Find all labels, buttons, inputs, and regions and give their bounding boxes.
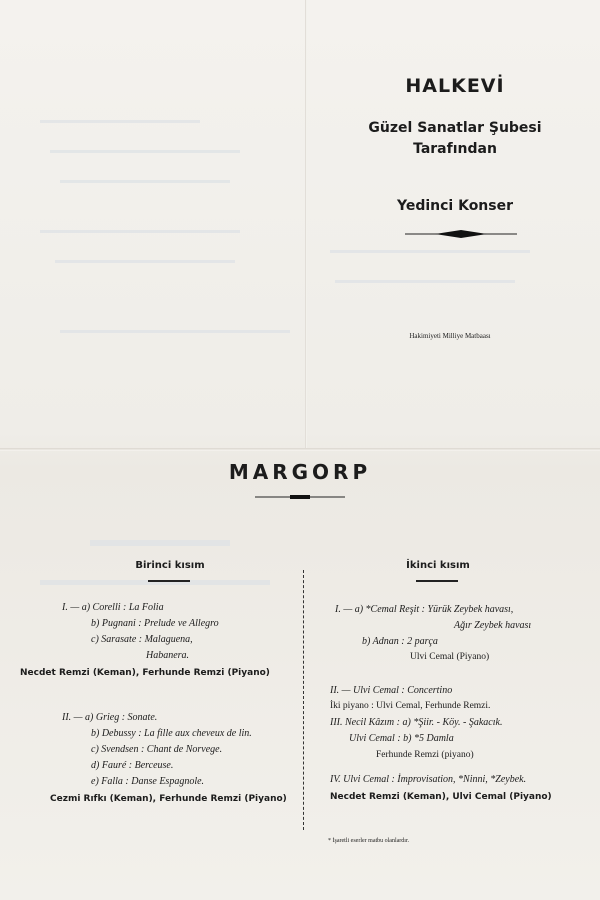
bleed-through-mark xyxy=(60,330,290,333)
vertical-fold-crease xyxy=(305,0,307,450)
printer-imprint: Hakimiyeti Milliye Matbaası xyxy=(409,332,491,340)
section-rule xyxy=(148,580,190,582)
program-line: b) Adnan : 2 parça xyxy=(362,636,438,647)
performers-line: Necdet Remzi (Keman), Ulvi Cemal (Piyano) xyxy=(330,792,552,802)
cover-subtitle-1: Güzel Sanatlar Şubesi xyxy=(368,120,542,136)
bleed-through-mark xyxy=(90,540,230,546)
bleed-through-mark xyxy=(40,120,200,123)
program-line: c) Svendsen : Chant de Norvege. xyxy=(91,744,223,755)
cover-ornament-divider xyxy=(405,229,517,239)
program-line: II. — a) Grieg : Sonate. xyxy=(62,712,158,723)
bleed-through-mark xyxy=(60,180,230,183)
horizontal-fold-crease xyxy=(0,448,600,451)
performers-line: Cezmi Rıfkı (Keman), Ferhunde Remzi (Piyano) xyxy=(50,794,287,804)
section-heading-second: İkinci kısım xyxy=(406,560,470,571)
program-line: d) Fauré : Berceuse. xyxy=(91,760,174,771)
bleed-through-mark xyxy=(330,250,530,253)
program-ornament-divider xyxy=(255,493,345,501)
bleed-through-mark xyxy=(55,260,235,263)
bleed-through-mark xyxy=(50,150,240,153)
program-line: b) Pugnani : Prelude ve Allegro xyxy=(91,618,219,629)
program-line: II. — Ulvi Cemal : Concertino xyxy=(330,685,453,696)
cover-concert-title: Yedinci Konser xyxy=(396,198,514,214)
program-line: Habanera. xyxy=(146,650,190,661)
section-rule xyxy=(416,580,458,582)
program-line: I. — a) *Cemal Reşit : Yürük Zeybek havası, xyxy=(335,604,514,615)
program-line: b) Debussy : La fille aux cheveux de lin. xyxy=(91,728,252,739)
program-line: IV. Ulvi Cemal : İmprovisation, *Ninni, *Zeybek. xyxy=(330,774,527,785)
cover-subtitle-2: Tarafından xyxy=(413,141,497,157)
program-line: Ulvi Cemal : b) *5 Damla xyxy=(349,733,454,744)
footnote: * İşaretli eserler matbu olanlardır. xyxy=(328,838,410,844)
performers-line: Ferhunde Remzi (piyano) xyxy=(376,750,474,760)
program-line: Ağır Zeybek havası xyxy=(454,620,532,631)
program-line: III. Necil Kâzım : a) *Şiir. - Köy. - Şakacık. xyxy=(330,717,503,728)
program-line: e) Falla : Danse Espagnole. xyxy=(91,776,205,787)
bleed-through-mark xyxy=(40,230,240,233)
performers-line: Necdet Remzi (Keman), Ferhunde Remzi (Piyano) xyxy=(20,668,270,678)
column-divider-dashed xyxy=(303,570,304,830)
program-line: İki piyano : Ulvi Cemal, Ferhunde Remzi. xyxy=(330,701,491,711)
section-heading-first: Birinci kısım xyxy=(135,560,205,571)
program-line: I. — a) Corelli : La Folia xyxy=(62,602,164,613)
cover-title: HALKEVİ xyxy=(405,75,505,97)
performers-line: Ulvi Cemal (Piyano) xyxy=(410,652,490,662)
bleed-through-mark xyxy=(335,280,515,283)
program-title: MARGORP xyxy=(228,460,372,484)
program-line: c) Sarasate : Malaguena, xyxy=(91,634,193,645)
